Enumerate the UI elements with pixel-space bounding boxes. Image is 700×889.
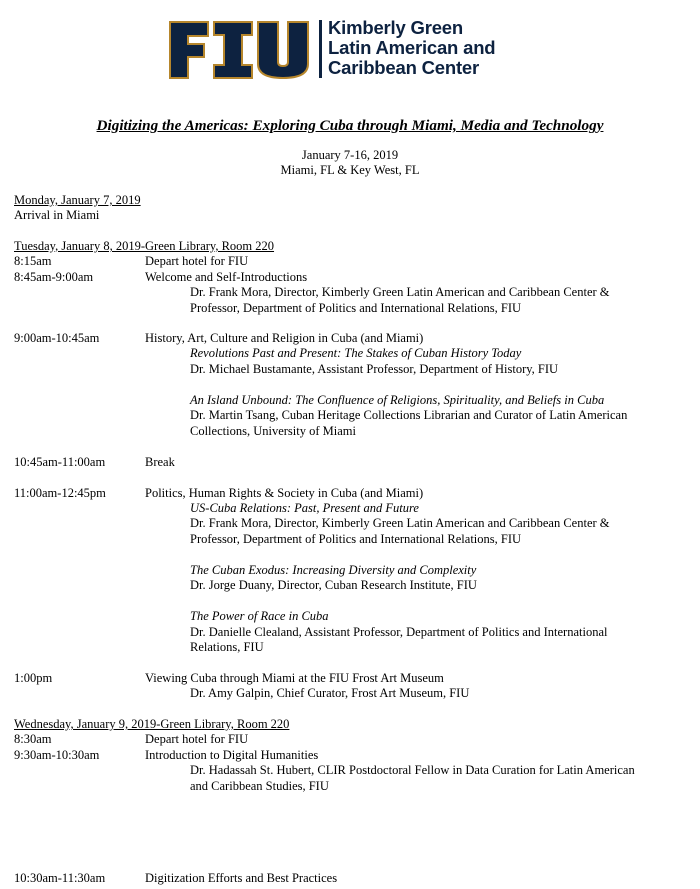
logo-line-1: Kimberly Green [328,17,463,38]
schedule-time: 9:30am-10:30am [14,748,100,762]
monday-arrival: Arrival in Miami [14,208,100,222]
session-title: The Power of Race in Cuba [190,609,329,623]
speaker-detail: Dr. Frank Mora, Director, Kimberly Green Latin American and Caribbean Center & [190,285,610,299]
logo-center-name [328,18,548,78]
schedule-time: 1:00pm [14,671,53,685]
schedule-time: 8:30am [14,732,52,746]
fiu-wordmark-icon [168,20,310,80]
speaker-detail: Relations, FIU [190,640,264,654]
speaker-detail: Professor, Department of Politics and International Relations, FIU [190,301,522,315]
schedule-event: History, Art, Culture and Religion in Cuba (and Miami) [145,331,424,345]
session-title: The Cuban Exodus: Increasing Diversity and Complexity [190,563,477,577]
session-title: Revolutions Past and Present: The Stakes of Cuban History Today [190,346,522,360]
fiu-logo [168,18,538,80]
schedule-time: 10:30am-11:30am [14,871,106,885]
logo-line-3: Caribbean Center [328,57,480,78]
schedule-event: Depart hotel for FIU [145,732,249,746]
event-dates-block [0,148,700,179]
schedule-event: Digitization Efforts and Best Practices [145,871,338,885]
speaker-detail: Collections, University of Miami [190,424,356,438]
schedule-time: 10:45am-11:00am [14,455,106,469]
day-heading-tuesday: Tuesday, January 8, 2019-Green Library, Room 220 [14,239,275,253]
logo-line-2: Latin American and [328,37,496,58]
speaker-detail: Dr. Martin Tsang, Cuban Heritage Collections Librarian and Curator of Latin American [190,408,628,422]
speaker-detail: Dr. Danielle Clealand, Assistant Professor, Department of Politics and International [190,625,608,639]
speaker-detail: Dr. Jorge Duany, Director, Cuban Research Institute, FIU [190,578,477,592]
schedule-event: Viewing Cuba through Miami at the FIU Frost Art Museum [145,671,444,685]
schedule-time: 11:00am-12:45pm [14,486,106,500]
event-location: Miami, FL & Key West, FL [280,163,420,178]
schedule-event: Welcome and Self-Introductions [145,270,308,284]
schedule-event: Politics, Human Rights & Society in Cuba (and Miami) [145,486,424,500]
schedule-time: 8:15am [14,254,52,268]
schedule-event: Depart hotel for FIU [145,254,249,268]
speaker-detail: Professor, Department of Politics and International Relations, FIU [190,532,522,546]
event-dates: January 7-16, 2019 [301,148,399,162]
session-title: An Island Unbound: The Confluence of Religions, Spirituality, and Beliefs in Cuba [190,393,605,407]
day-heading-monday: Monday, January 7, 2019 [14,193,141,207]
speaker-detail: Dr. Hadassah St. Hubert, CLIR Postdoctoral Fellow in Data Curation for Latin American [190,763,635,777]
schedule-event: Break [145,455,175,469]
speaker-detail: Dr. Amy Galpin, Chief Curator, Frost Art Museum, FIU [190,686,470,700]
schedule-time: 8:45am-9:00am [14,270,94,284]
schedule-time: 9:00am-10:45am [14,331,100,345]
day-heading-wednesday: Wednesday, January 9, 2019-Green Library, Room 220 [14,717,290,731]
speaker-detail: Dr. Michael Bustamante, Assistant Professor, Department of History, FIU [190,362,559,376]
document-title: Digitizing the Americas: Exploring Cuba through Miami, Media and Technology [96,117,604,134]
speaker-detail: and Caribbean Studies, FIU [190,779,329,793]
session-title: US-Cuba Relations: Past, Present and Future [190,501,419,515]
schedule-event: Introduction to Digital Humanities [145,748,319,762]
logo-divider [319,20,322,78]
speaker-detail: Dr. Frank Mora, Director, Kimberly Green Latin American and Caribbean Center & [190,516,610,530]
